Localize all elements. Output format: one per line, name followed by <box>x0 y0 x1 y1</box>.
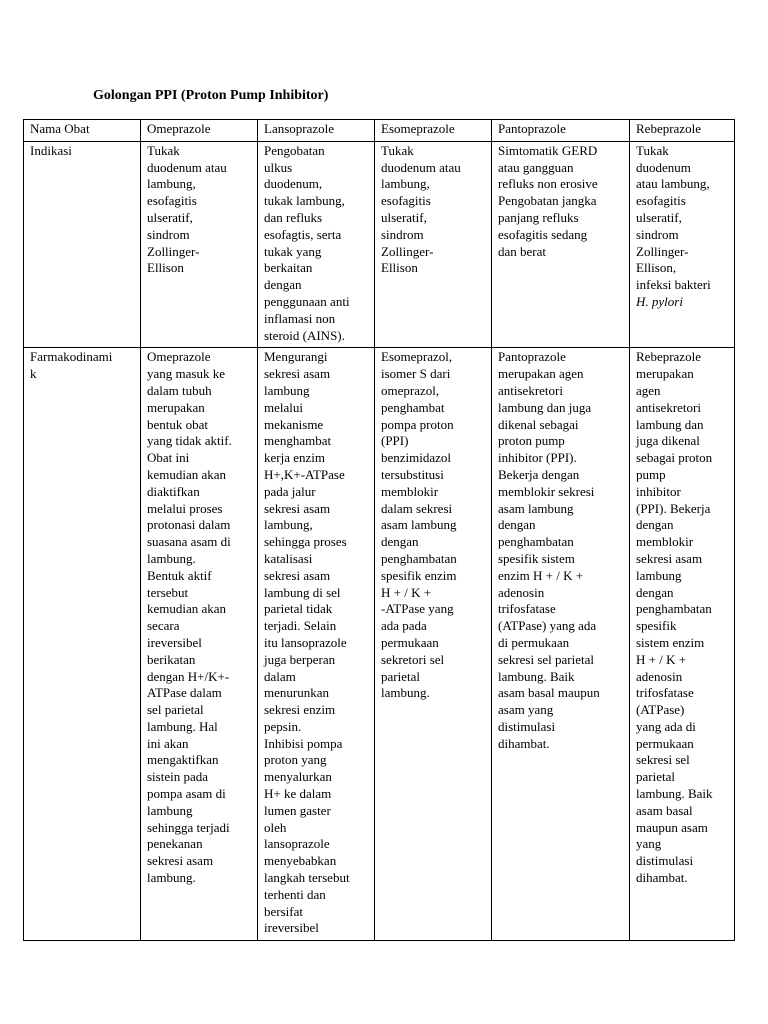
cell-text-line: pompa proton <box>381 416 454 432</box>
cell-text-line: yang tidak aktif. <box>147 433 232 449</box>
table-header-row <box>24 120 735 142</box>
cell-text-line: steroid (AINS). <box>264 327 345 343</box>
cell-text-line: sekresi asam <box>264 567 331 583</box>
cell-text-line: sekretori sel <box>381 651 445 667</box>
cell-text-line: ulseratif, <box>381 209 427 225</box>
cell-text-line: dalam sekresi <box>381 500 453 516</box>
cell-text-line: kerja enzim <box>264 450 325 466</box>
cell-text-line: Tukak <box>147 142 180 158</box>
cell-indikasi-lansoprazole <box>258 141 375 348</box>
cell-text-line: lambung. Baik <box>636 786 713 802</box>
cell-text-line: pada jalur <box>264 483 316 499</box>
cell-text-line: ulseratif, <box>147 209 193 225</box>
cell-text-line: spesifik <box>636 618 677 634</box>
cell-indikasi-omeprazole <box>141 141 258 348</box>
cell-text-line: Tukak <box>636 142 669 158</box>
cell-text-line: sekresi asam <box>636 550 703 566</box>
cell-text-line: Bekerja dengan <box>498 466 580 482</box>
cell-text-line: esofagitis <box>636 193 686 209</box>
header-cell-drug-name: Nama Obat <box>24 120 141 142</box>
cell-text-line: menyebabkan <box>264 853 337 869</box>
cell-text-line: lambung dan <box>636 416 704 432</box>
cell-text-line: H + / K + <box>381 584 432 600</box>
cell-text-line: ireversibel <box>264 920 319 936</box>
cell-text-line: proton pump <box>498 433 565 449</box>
cell-text-line: juga berperan <box>264 651 336 667</box>
cell-text-line: ireversibel <box>147 634 202 650</box>
cell-text-line: pompa asam di <box>147 786 226 802</box>
cell-text-line: ada pada <box>381 618 427 634</box>
cell-text-line: sekresi sel parietal <box>498 651 595 667</box>
cell-text-line: inflamasi non <box>264 310 336 326</box>
cell-text-line: ATPase dalam <box>147 685 222 701</box>
cell-text-line: lambung di sel <box>264 584 341 600</box>
cell-text-line: lambung <box>147 802 193 818</box>
cell-text-line: dikenal sebagai <box>498 416 579 432</box>
cell-text-line: mekanisme <box>264 416 324 432</box>
cell-text-line: protonasi dalam <box>147 517 231 533</box>
cell-text-line: Esomeprazol, <box>381 349 453 365</box>
cell-text-line: terjadi. Selain <box>264 618 337 634</box>
cell-text-line: tukak yang <box>264 243 322 259</box>
cell-text-line: dengan <box>636 517 674 533</box>
cell-text-line: memblokir sekresi <box>498 483 595 499</box>
cell-text-line: penghambatan <box>498 534 574 550</box>
header-cell-esomeprazole: Esomeprazole <box>375 120 492 142</box>
cell-text-line: Tukak <box>381 142 414 158</box>
cell-text-line: sekresi asam <box>264 500 331 516</box>
cell-text-line: Obat ini <box>147 450 190 466</box>
cell-text-line: yang ada di <box>636 718 696 734</box>
cell-text-line: dan berat <box>498 243 547 259</box>
cell-text-line: duodenum atau <box>147 159 227 175</box>
cell-text-line: permukaan <box>636 735 694 751</box>
cell-text-line: sekresi asam <box>147 853 214 869</box>
cell-text-line: Zollinger- <box>636 243 689 259</box>
cell-text-line: dengan <box>636 584 674 600</box>
cell-text-line: kemudian akan <box>147 601 227 617</box>
cell-text-line: sehingga proses <box>264 534 347 550</box>
cell-text-line: Pengobatan <box>264 142 325 158</box>
cell-text-line: tukak lambung, <box>264 193 345 209</box>
cell-text-line: Pengobatan jangka <box>498 193 597 209</box>
cell-text-line: Rebeprazole <box>636 349 701 365</box>
cell-text-line: pump <box>636 466 666 482</box>
cell-text-line: sel parietal <box>147 702 204 718</box>
cell-text-line: (PPI). Bekerja <box>636 500 711 516</box>
cell-text-line: atau lambung, <box>636 176 710 192</box>
cell-text-line: melalui proses <box>147 500 223 516</box>
cell-text-line: merupakan <box>147 399 205 415</box>
cell-text-line: permukaan <box>381 634 439 650</box>
cell-text-line: asam yang <box>498 702 554 718</box>
cell-text-line: menurunkan <box>264 685 329 701</box>
cell-text-line: duodenum <box>636 159 691 175</box>
cell-text-line: asam basal maupun <box>498 685 600 701</box>
cell-text-line: ulkus <box>264 159 293 175</box>
cell-text-line: parietal tidak <box>264 601 333 617</box>
cell-text-line: yang <box>636 836 662 852</box>
cell-text-line: bersifat <box>264 903 303 919</box>
cell-text-line: Zollinger- <box>147 243 200 259</box>
cell-text-line: Ellison, <box>636 260 677 276</box>
cell-text-line: -ATPase yang <box>381 601 454 617</box>
cell-text-line: penekanan <box>147 836 203 852</box>
cell-text-line: distimulasi <box>636 853 694 869</box>
cell-text-line: sindrom <box>636 226 679 242</box>
cell-text-line: sekresi sel <box>636 752 690 768</box>
cell-text-line: panjang refluks <box>498 209 579 225</box>
cell-text-line: memblokir <box>636 534 694 550</box>
cell-text-line: dan refluks <box>264 209 323 225</box>
cell-text-line: lambung. <box>381 685 430 701</box>
cell-text-line: ini akan <box>147 735 189 751</box>
cell-text-line: lambung <box>636 567 682 583</box>
cell-text-line: trifosfatase <box>498 601 556 617</box>
cell-text-line: inhibitor <box>636 483 681 499</box>
cell-text-line: lansoprazole <box>264 836 330 852</box>
table-row-farmakodinamik <box>24 348 735 941</box>
cell-text-line: isomer S dari <box>381 366 451 382</box>
cell-text-line: tersebut <box>147 584 189 600</box>
cell-text-line: penghambatan <box>381 550 457 566</box>
cell-text-line: parietal <box>636 769 675 785</box>
cell-text-line: sebagai proton <box>636 450 713 466</box>
cell-text-line: menyalurkan <box>264 769 332 785</box>
cell-text-line: juga dikenal <box>636 433 700 449</box>
cell-text-line: proton yang <box>264 752 327 768</box>
cell-text-line: distimulasi <box>498 718 556 734</box>
cell-text-line: di permukaan <box>498 634 570 650</box>
cell-text-line: penghambatan <box>636 601 712 617</box>
cell-text-line: k <box>30 366 37 382</box>
cell-text-line: sekresi enzim <box>264 702 336 718</box>
cell-text-line: Farmakodinami <box>30 349 113 365</box>
cell-text-line: lambung. Hal <box>147 718 218 734</box>
cell-text-line: penggunaan anti <box>264 293 350 309</box>
cell-text-line: sindrom <box>147 226 190 242</box>
cell-text-line: esofagitis sedang <box>498 226 588 242</box>
cell-text-line: agen <box>636 382 661 398</box>
cell-text-line: sistein pada <box>147 769 209 785</box>
cell-text-line: dengan H+/K+- <box>147 668 230 684</box>
row-label-farmakodinamik <box>24 348 141 941</box>
cell-text-line: Indikasi <box>30 142 72 158</box>
cell-text-line: oleh <box>264 819 287 835</box>
header-cell-rebeprazole: Rebeprazole <box>630 120 735 142</box>
document-title: Golongan PPI (Proton Pump Inhibitor) <box>93 88 329 103</box>
cell-text-line: menghambat <box>264 433 332 449</box>
cell-text-line: merupakan agen <box>498 366 584 382</box>
cell-text-line: spesifik sistem <box>498 550 575 566</box>
cell-farmakodinamik-pantoprazole <box>492 348 630 941</box>
cell-farmakodinamik-omeprazole <box>141 348 258 941</box>
cell-text-line: atau gangguan <box>498 159 574 175</box>
cell-text-line: antisekretori <box>498 382 563 398</box>
cell-text-line: Ellison <box>147 260 184 276</box>
cell-farmakodinamik-lansoprazole <box>258 348 375 941</box>
cell-text-line: (PPI) <box>381 433 409 449</box>
cell-text-line: Simtomatik GERD <box>498 142 598 158</box>
cell-text-line: inhibitor (PPI). <box>498 450 577 466</box>
cell-text-line: H + / K + <box>636 651 687 667</box>
cell-text-line: lambung. <box>147 870 196 886</box>
cell-text-line: enzim H + / K + <box>498 567 584 583</box>
cell-text-line: katalisasi <box>264 550 313 566</box>
cell-text-line: trifosfatase <box>636 685 694 701</box>
cell-text-line: Zollinger- <box>381 243 434 259</box>
cell-text-line: asam basal <box>636 802 693 818</box>
cell-text-line: adenosin <box>498 584 545 600</box>
cell-text-line: dalam <box>264 668 296 684</box>
header-cell-omeprazole: Omeprazole <box>141 120 258 142</box>
cell-text-line: diaktifkan <box>147 483 200 499</box>
cell-text-line: Omeprazole <box>147 349 211 365</box>
cell-text-line: dengan <box>381 534 419 550</box>
cell-text-line: Pantoprazole <box>498 349 566 365</box>
cell-text-line: lambung dan juga <box>498 399 592 415</box>
cell-text-line: omeprazol, <box>381 382 440 398</box>
cell-text-line: terhenti dan <box>264 886 326 902</box>
table-row-indikasi <box>24 141 735 348</box>
cell-text-line: adenosin <box>636 668 683 684</box>
cell-text-line: duodenum, <box>264 176 323 192</box>
cell-text-line: Mengurangi <box>264 349 328 365</box>
cell-farmakodinamik-esomeprazole <box>375 348 492 941</box>
cell-text-line: lambung <box>264 382 310 398</box>
row-label-indikasi <box>24 141 141 348</box>
cell-text-line: sistem enzim <box>636 634 705 650</box>
cell-text-line: mengaktifkan <box>147 752 219 768</box>
cell-text-line: memblokir <box>381 483 439 499</box>
cell-text-line: Bentuk aktif <box>147 567 212 583</box>
cell-text-line: dihambat. <box>636 870 688 886</box>
cell-text-line: langkah tersebut <box>264 870 350 886</box>
cell-text-line: esofagtis, serta <box>264 226 342 242</box>
cell-text-line: pepsin. <box>264 718 302 734</box>
cell-text-line: Ellison <box>381 260 418 276</box>
cell-text-line: ulseratif, <box>636 209 682 225</box>
cell-text-line: sindrom <box>381 226 424 242</box>
cell-text-line: lumen gaster <box>264 802 331 818</box>
ppi-comparison-table <box>23 119 735 941</box>
cell-text-line: merupakan <box>636 366 694 382</box>
cell-text-line: itu lansoprazole <box>264 634 347 650</box>
cell-text-line: kemudian akan <box>147 466 227 482</box>
cell-text-line: lambung, <box>381 176 430 192</box>
cell-text-line: H+,K+-ATPase <box>264 466 345 482</box>
cell-farmakodinamik-rebeprazole <box>630 348 735 941</box>
cell-text-line: sehingga terjadi <box>147 819 230 835</box>
cell-text-line: antisekretori <box>636 399 701 415</box>
cell-text-line: (ATPase) yang ada <box>498 618 597 634</box>
cell-text-line: dengan <box>498 517 536 533</box>
cell-indikasi-pantoprazole <box>492 141 630 348</box>
cell-text-line: secara <box>147 618 180 634</box>
cell-text-line: (ATPase) <box>636 702 685 718</box>
cell-text-line: lambung. <box>147 550 196 566</box>
cell-text-line: maupun asam <box>636 819 708 835</box>
cell-text-line: suasana asam di <box>147 534 231 550</box>
cell-text-line: bentuk obat <box>147 416 209 432</box>
cell-text-line: esofagitis <box>147 193 197 209</box>
cell-text-line: lambung, <box>147 176 196 192</box>
cell-text-line: Inhibisi pompa <box>264 735 343 751</box>
cell-text-line: H+ ke dalam <box>264 786 332 802</box>
cell-text-line: dalam tubuh <box>147 382 212 398</box>
cell-text-line: parietal <box>381 668 420 684</box>
cell-text-line: benzimidazol <box>381 450 452 466</box>
cell-text-line: lambung. Baik <box>498 668 575 684</box>
header-cell-pantoprazole: Pantoprazole <box>492 120 630 142</box>
cell-text-line: esofagitis <box>381 193 431 209</box>
header-cell-lansoprazole: Lansoprazole <box>258 120 375 142</box>
cell-text-line: berkaitan <box>264 260 313 276</box>
cell-text-line: yang masuk ke <box>147 366 225 382</box>
cell-text-line: asam lambung <box>381 517 457 533</box>
cell-text-line: penghambat <box>381 399 445 415</box>
cell-text-line: dengan <box>264 277 302 293</box>
cell-text-line: berikatan <box>147 651 196 667</box>
cell-text-line: refluks non erosive <box>498 176 598 192</box>
cell-indikasi-esomeprazole <box>375 141 492 348</box>
cell-text-line: spesifik enzim <box>381 567 457 583</box>
cell-text-line: tersubstitusi <box>381 466 444 482</box>
cell-text-line: infeksi bakteri <box>636 277 711 293</box>
cell-text-line: asam lambung <box>498 500 574 516</box>
cell-text-line: H. pylori <box>636 293 683 309</box>
cell-text-line: lambung, <box>264 517 313 533</box>
cell-text-line: duodenum atau <box>381 159 461 175</box>
cell-indikasi-rebeprazole <box>630 141 735 348</box>
cell-text-line: melalui <box>264 399 303 415</box>
cell-text-line: sekresi asam <box>264 366 331 382</box>
cell-text-line: dihambat. <box>498 735 550 751</box>
